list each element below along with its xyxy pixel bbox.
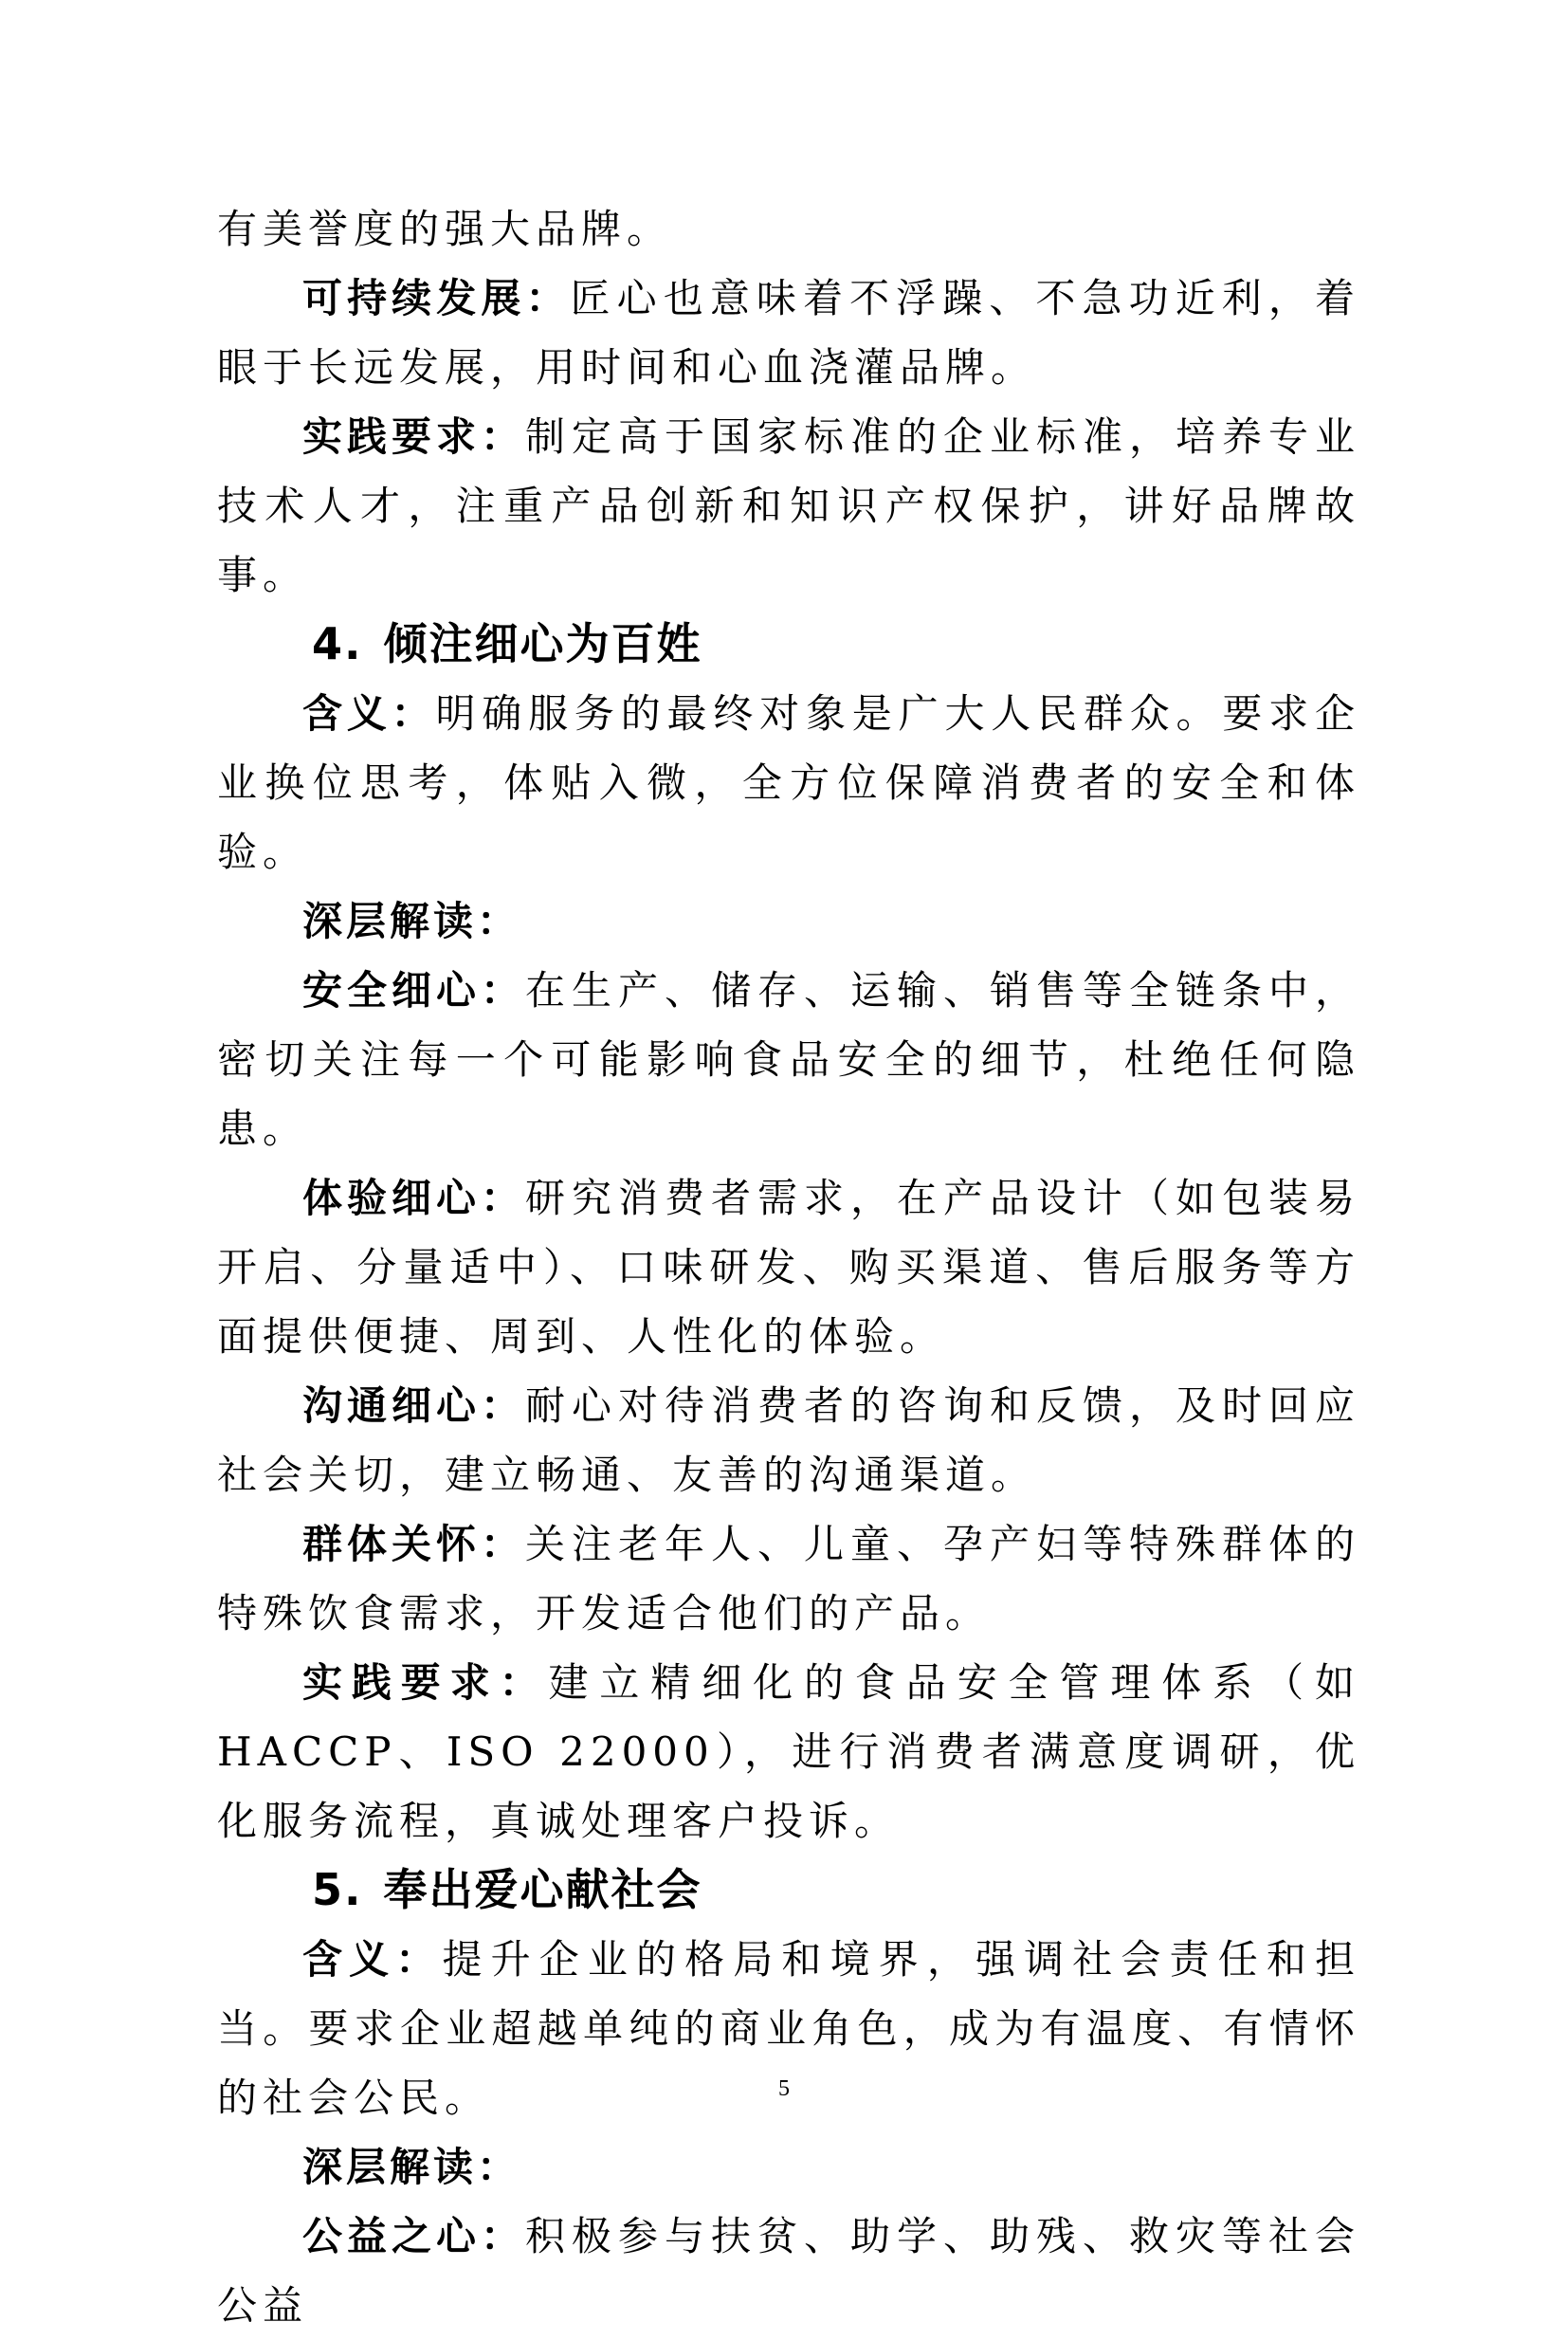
paragraph-lead: 公益之心：	[302, 2213, 525, 2259]
paragraph	[217, 2202, 1360, 2340]
paragraph	[217, 2132, 1360, 2202]
paragraph-text: 建立精细化的食品安全管理体系（如 HACCP、ISO 22000），进行消费者满意度调研，优化服务流程，真诚处理客户投诉。	[217, 1659, 1360, 1844]
paragraph	[217, 1509, 1360, 1648]
paragraph	[217, 887, 1360, 956]
paragraph-text: 明确服务的最终对象是广大人民群众。要求企业换位思考，体贴入微，全方位保障消费者的安全和体验。	[217, 690, 1360, 875]
section-title: 奉出爱心献社会	[383, 1864, 702, 1915]
paragraph	[217, 1371, 1360, 1509]
paragraph	[217, 1163, 1360, 1371]
paragraph-text: 积极参与扶贫、助学、助残、救灾等社会公益	[217, 2213, 1360, 2329]
paragraph-text: 研究消费者需求，在产品设计（如包装易开启、分量适中）、口味研发、购买渠道、售后服务等方面提供便捷、周到、人性化的体验。	[217, 1175, 1360, 1360]
paragraph-lead: 含义：	[302, 1936, 443, 1983]
paragraph-lead: 沟通细心：	[302, 1382, 525, 1429]
paragraph-lead: 实践要求：	[302, 413, 525, 460]
paragraph-lead: 群体关怀：	[302, 1521, 525, 1567]
page-body	[217, 194, 1360, 2340]
section-number: 5.	[312, 1864, 363, 1915]
page-number: 5	[778, 2076, 790, 2101]
paragraph-lead: 深层解读：	[302, 898, 521, 944]
paragraph	[217, 264, 1360, 402]
paragraph-lead: 含义：	[302, 690, 436, 737]
paragraph-lead: 安全细心：	[302, 967, 525, 1014]
paragraph-text: 匠心也意味着不浮躁、不急功近利，着眼于长远发展，用时间和心血浇灌品牌。	[217, 275, 1360, 391]
paragraph-text: 在生产、储存、运输、销售等全链条中，密切关注每一个可能影响食品安全的细节，杜绝任何隐患。	[217, 967, 1360, 1152]
paragraph-text: 提升企业的格局和境界，强调社会责任和担当。要求企业超越单纯的商业角色，成为有温度、有情怀的社会公民。	[217, 1936, 1360, 2121]
paragraph-lead: 深层解读：	[302, 2144, 521, 2190]
section-heading	[217, 610, 1360, 679]
paragraph-lead: 实践要求：	[302, 1659, 549, 1706]
paragraph-text: 耐心对待消费者的咨询和反馈，及时回应社会关切，建立畅通、友善的沟通渠道。	[217, 1382, 1360, 1498]
paragraph-lead: 体验细心：	[302, 1175, 525, 1221]
paragraph-text: 有美誉度的强大品牌。	[217, 206, 673, 252]
paragraph	[217, 679, 1360, 887]
paragraph-text: 关注老年人、儿童、孕产妇等特殊群体的特殊饮食需求，开发适合他们的产品。	[217, 1521, 1360, 1636]
section-number: 4.	[312, 618, 363, 669]
paragraph	[217, 956, 1360, 1163]
paragraph	[217, 1648, 1360, 1856]
section-title: 倾注细心为百姓	[383, 618, 702, 669]
paragraph	[217, 194, 1360, 264]
paragraph	[217, 402, 1360, 610]
section-heading	[217, 1856, 1360, 1925]
paragraph-lead: 可持续发展：	[302, 275, 571, 321]
paragraph-text: 制定高于国家标准的企业标准，培养专业技术人才，注重产品创新和知识产权保护，讲好品牌故事。	[217, 413, 1360, 598]
